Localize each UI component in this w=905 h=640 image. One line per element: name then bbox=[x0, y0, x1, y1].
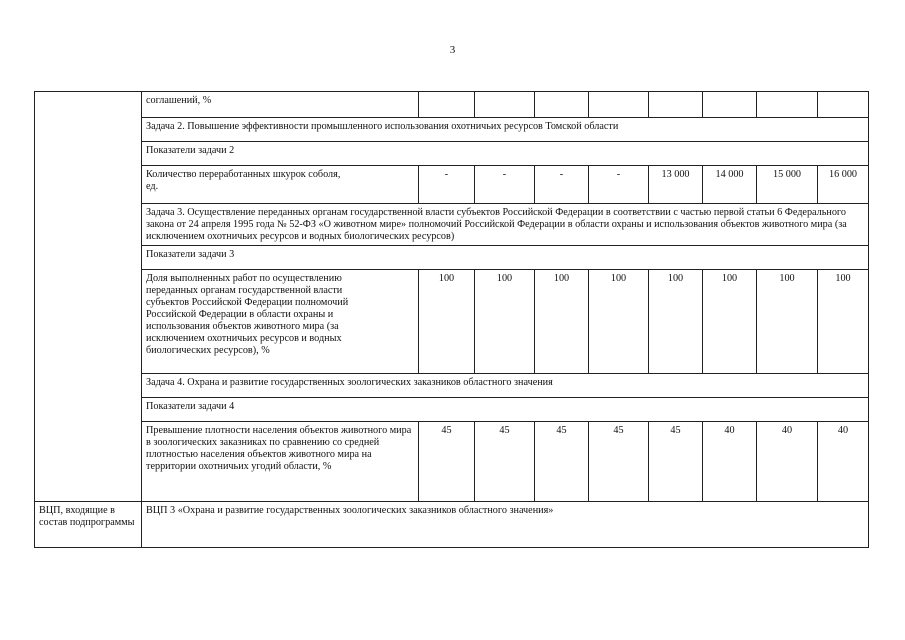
value-cell: - bbox=[589, 166, 649, 204]
task3-indicator-label: Доля выполненных работ по осуществлению переданных органам государственной власти субъектов Российской Федерации полномочий Российской Федерации в области охраны и использования объектов животного мира (за исключением охотничьих ресурсов и водных биологических ресурсов), % bbox=[142, 270, 419, 374]
task3-title: Задача 3. Осуществление переданных органам государственной власти субъектов Российской Федерации в соответствии с частью первой статьи 6 Федерального закона от 24 апреля 1995 года № 52-ФЗ «О животном мире» полномочий Российской Федерации в области охраны и использования объектов животного мира (за исключением охотничьих ресурсов и водных биологических ресурсов) bbox=[142, 204, 869, 246]
task2-indicators-heading: Показатели задачи 2 bbox=[142, 142, 869, 166]
indicators-table bbox=[34, 91, 869, 548]
value-cell: 45 bbox=[475, 422, 535, 502]
value-cell: 100 bbox=[757, 270, 818, 374]
task2-title: Задача 2. Повышение эффективности промышленного использования охотничьих ресурсов Томской области bbox=[142, 118, 869, 142]
value-cell: - bbox=[535, 166, 589, 204]
value-cell: 40 bbox=[818, 422, 869, 502]
table-row bbox=[35, 270, 869, 374]
task4-title: Задача 4. Охрана и развитие государственных зоологических заказников областного значения bbox=[142, 374, 869, 398]
value-cell: 40 bbox=[757, 422, 818, 502]
empty-cell bbox=[419, 92, 475, 118]
value-cell: 40 bbox=[703, 422, 757, 502]
empty-cell bbox=[589, 92, 649, 118]
task4-indicators-heading: Показатели задачи 4 bbox=[142, 398, 869, 422]
table-row bbox=[35, 374, 869, 398]
value-cell: 100 bbox=[475, 270, 535, 374]
value-cell: - bbox=[475, 166, 535, 204]
empty-cell bbox=[535, 92, 589, 118]
table-row bbox=[35, 422, 869, 502]
empty-cell bbox=[818, 92, 869, 118]
table-row bbox=[35, 502, 869, 548]
vcp-label: ВЦП, входящие в состав подпрограммы bbox=[35, 502, 142, 548]
table-row bbox=[35, 92, 869, 118]
vcp-value: ВЦП 3 «Охрана и развитие государственных зоологических заказников областного значения» bbox=[142, 502, 869, 548]
value-cell: - bbox=[419, 166, 475, 204]
table-row bbox=[35, 166, 869, 204]
table-row bbox=[35, 246, 869, 270]
left-empty-cell bbox=[35, 92, 142, 502]
value-cell: 13 000 bbox=[649, 166, 703, 204]
value-cell: 100 bbox=[649, 270, 703, 374]
empty-cell bbox=[703, 92, 757, 118]
table-row bbox=[35, 118, 869, 142]
task2-indicator-label: Количество переработанных шкурок соболя, ед. bbox=[142, 166, 419, 204]
page-number: 3 bbox=[449, 44, 456, 56]
value-cell: 45 bbox=[649, 422, 703, 502]
value-cell: 14 000 bbox=[703, 166, 757, 204]
value-cell: 45 bbox=[535, 422, 589, 502]
empty-cell bbox=[649, 92, 703, 118]
table-row bbox=[35, 142, 869, 166]
value-cell: 100 bbox=[703, 270, 757, 374]
value-cell: 100 bbox=[589, 270, 649, 374]
empty-cell bbox=[475, 92, 535, 118]
value-cell: 100 bbox=[419, 270, 475, 374]
value-cell: 15 000 bbox=[757, 166, 818, 204]
task3-indicators-heading: Показатели задачи 3 bbox=[142, 246, 869, 270]
table-row bbox=[35, 398, 869, 422]
value-cell: 100 bbox=[535, 270, 589, 374]
value-cell: 100 bbox=[818, 270, 869, 374]
value-cell: 45 bbox=[589, 422, 649, 502]
value-cell: 16 000 bbox=[818, 166, 869, 204]
empty-cell bbox=[757, 92, 818, 118]
table-row bbox=[35, 204, 869, 246]
value-cell: 45 bbox=[419, 422, 475, 502]
task4-indicator-label: Превышение плотности населения объектов животного мира в зоологических заказниках по сравнению со средней плотностью населения объектов животного мира на территории охотничьих угодий области, % bbox=[142, 422, 419, 502]
agreements-label: соглашений, % bbox=[142, 92, 419, 118]
